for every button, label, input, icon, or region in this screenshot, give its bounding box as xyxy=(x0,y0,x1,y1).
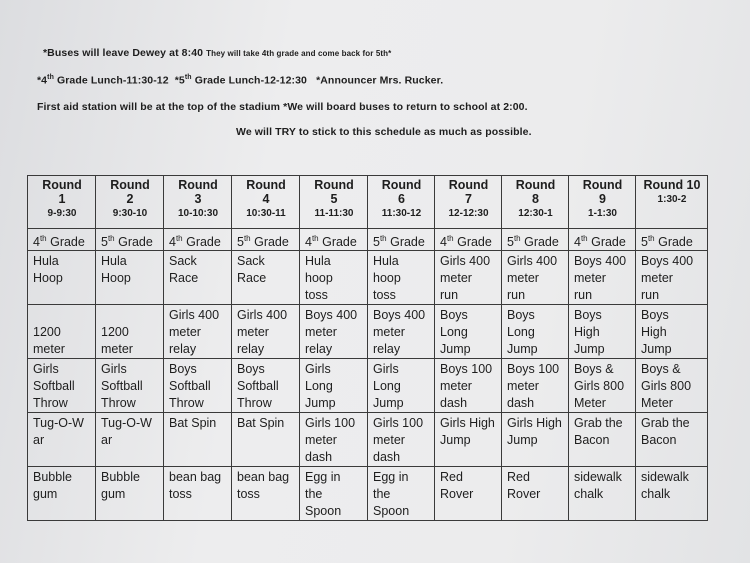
activity-line: Hula xyxy=(373,254,399,269)
activity-cell xyxy=(502,359,569,413)
activity-line: Boys xyxy=(169,362,197,377)
activity-line: dash xyxy=(305,450,333,465)
activity-cell xyxy=(502,251,569,305)
grade-number: 5 xyxy=(373,235,380,250)
activity-row xyxy=(28,251,708,305)
activity-line: 1200 xyxy=(101,325,129,340)
activity-line: Race xyxy=(237,271,267,286)
activity-cell xyxy=(300,305,368,359)
activity-line: ar xyxy=(101,433,113,448)
activity-line: Throw xyxy=(169,396,204,411)
activity-line xyxy=(101,307,159,324)
grade-cell xyxy=(164,229,232,251)
activity-cell xyxy=(232,305,300,359)
activity-cell xyxy=(435,467,502,521)
activity-line: sidewalk xyxy=(641,470,689,485)
activity-cell xyxy=(300,359,368,413)
first-aid-note: First aid station will be at the top of the stadium *We will board buses to return to school at 2:00. xyxy=(37,101,528,113)
activity-line: Spoon xyxy=(305,504,342,519)
grade-cell xyxy=(232,229,300,251)
activity-line: Girls xyxy=(33,362,59,377)
activity-line: Softball xyxy=(33,379,75,394)
activity-cell xyxy=(368,251,435,305)
round-label: 8 xyxy=(532,192,539,206)
grade-cell xyxy=(502,229,569,251)
activity-line: meter xyxy=(305,433,337,448)
round-header-cell xyxy=(368,176,435,229)
activity-line: chalk xyxy=(574,487,604,502)
schedule-table xyxy=(27,175,708,521)
grade-ordinal: th xyxy=(107,234,115,243)
activity-cell xyxy=(569,359,636,413)
activity-cell xyxy=(368,359,435,413)
activity-line: Boys xyxy=(641,308,669,323)
activity-line: Throw xyxy=(237,396,272,411)
activity-line: Softball xyxy=(237,379,279,394)
activity-cell xyxy=(96,305,164,359)
activity-line: toss xyxy=(373,288,396,303)
grade-cell xyxy=(300,229,368,251)
activity-line: Boys xyxy=(440,308,468,323)
activity-cell xyxy=(502,413,569,467)
activity-row xyxy=(28,305,708,359)
round-time: 9-9:30 xyxy=(47,208,77,219)
activity-cell xyxy=(636,359,708,413)
round-time: 12:30-1 xyxy=(518,208,553,219)
activity-cell xyxy=(232,467,300,521)
activity-line: meter xyxy=(440,271,472,286)
activity-line: High xyxy=(641,325,667,340)
activity-line: Long xyxy=(440,325,468,340)
activity-cell xyxy=(569,467,636,521)
activity-line: Jump xyxy=(574,342,605,357)
activity-cell xyxy=(28,413,96,467)
activity-line: Girls xyxy=(305,362,331,377)
round-label: 7 xyxy=(465,192,472,206)
activity-cell xyxy=(232,413,300,467)
grade-cell xyxy=(636,229,708,251)
activity-line: relay xyxy=(373,342,401,357)
activity-line: Boys xyxy=(574,308,602,323)
grade-ordinal: th xyxy=(446,234,454,243)
activity-line: Boys xyxy=(507,308,535,323)
activity-cell xyxy=(96,413,164,467)
activity-cell xyxy=(164,467,232,521)
round-header-cell xyxy=(435,176,502,229)
grade-word: Grade xyxy=(318,235,357,250)
round-label: Round xyxy=(246,178,286,192)
round-label: Round xyxy=(178,178,218,192)
activity-line: Boys 400 xyxy=(574,254,627,269)
activity-cell xyxy=(164,305,232,359)
activity-line: Boys 400 xyxy=(305,308,358,323)
activity-line: Tug-O-W xyxy=(33,416,84,431)
activity-line: Jump xyxy=(440,342,471,357)
activity-line: meter xyxy=(373,433,405,448)
round-time: 10:30-11 xyxy=(246,208,286,219)
activity-line: sidewalk xyxy=(574,470,622,485)
grade-cell xyxy=(569,229,636,251)
activity-line: toss xyxy=(305,288,328,303)
grade-number: 5 xyxy=(101,235,108,250)
activity-cell xyxy=(28,305,96,359)
activity-cell xyxy=(636,251,708,305)
activity-line: Grab the xyxy=(574,416,623,431)
round-header-cell xyxy=(96,176,164,229)
activity-cell xyxy=(636,305,708,359)
activity-line: Boys & xyxy=(574,362,614,377)
activity-line: Girls 400 xyxy=(237,308,288,323)
activity-line: Bacon xyxy=(574,433,610,448)
activity-line: High xyxy=(574,325,600,340)
grade-number: 4 xyxy=(440,235,447,250)
activity-cell xyxy=(569,305,636,359)
grade-ordinal: th xyxy=(647,234,655,243)
activity-line: meter xyxy=(101,342,133,357)
activity-line: Spoon xyxy=(373,504,410,519)
grade-number: 5 xyxy=(237,235,244,250)
round-time: 9:30-10 xyxy=(112,208,148,219)
round-time: 11:30-12 xyxy=(381,208,422,219)
activity-line: toss xyxy=(237,487,260,502)
round-label: Round 10 xyxy=(643,178,701,192)
activity-line: Meter xyxy=(641,396,673,411)
activity-line: relay xyxy=(237,342,265,357)
activity-line: toss xyxy=(169,487,192,502)
round-label: Round xyxy=(515,178,556,192)
activity-line: Hula xyxy=(33,254,59,269)
activity-line: Jump xyxy=(440,433,471,448)
activity-line: Girls 400 xyxy=(507,254,558,269)
activity-line: meter xyxy=(641,271,673,286)
activity-cell xyxy=(300,467,368,521)
activity-line: dash xyxy=(373,450,401,465)
activity-line: Girls 400 xyxy=(169,308,220,323)
activity-line: Jump xyxy=(507,433,538,448)
activity-cell xyxy=(435,251,502,305)
activity-line: Hula xyxy=(101,254,127,269)
activity-line: meter xyxy=(373,325,405,340)
activity-line: Rover xyxy=(507,487,541,502)
activity-cell xyxy=(502,467,569,521)
activity-line: Hoop xyxy=(101,271,131,286)
activity-line: the xyxy=(373,487,391,502)
activity-line: meter xyxy=(507,271,539,286)
activity-line: run xyxy=(574,288,593,303)
round-label: 9 xyxy=(599,192,606,206)
round-time: 1-1:30 xyxy=(588,208,617,219)
activity-cell xyxy=(28,467,96,521)
activity-line: Boys 400 xyxy=(641,254,694,269)
round-label: Round xyxy=(582,178,623,192)
activity-line: Meter xyxy=(574,396,606,411)
grade-number: 4 xyxy=(33,235,40,250)
activity-line: Egg in xyxy=(305,470,341,485)
activity-line: Boys xyxy=(237,362,265,377)
activity-cell xyxy=(28,251,96,305)
grade-word: Grade xyxy=(250,235,289,250)
grade-number: 4 xyxy=(574,235,581,250)
activity-line: Girls 100 xyxy=(373,416,424,431)
activity-cell xyxy=(368,467,435,521)
grades-row xyxy=(28,229,708,251)
activity-line: run xyxy=(641,288,660,303)
grade-ordinal: th xyxy=(513,234,521,243)
round-header-cell xyxy=(300,176,368,229)
buses-note: *Buses will leave Dewey at 8:40 They will take 4th grade and come back for 5th* xyxy=(43,47,392,59)
round-header-cell xyxy=(502,176,569,229)
activity-cell xyxy=(368,305,435,359)
activity-line: run xyxy=(507,288,526,303)
activity-cell xyxy=(569,413,636,467)
activity-line: run xyxy=(440,288,459,303)
activity-line: Girls xyxy=(101,362,127,377)
activity-line: meter xyxy=(237,325,269,340)
grade-ordinal: th xyxy=(39,234,47,243)
round-label: 2 xyxy=(126,192,134,206)
activity-line: Bat Spin xyxy=(169,416,217,431)
lunch-announcer-note: *4th Grade Lunch-11:30-12 *5th Grade Lunch-12-12:30 *Announcer Mrs. Rucker. xyxy=(37,74,444,87)
activity-cell xyxy=(368,413,435,467)
activity-line xyxy=(33,307,91,324)
round-label: Round xyxy=(448,178,489,192)
round-label: Round xyxy=(110,178,150,192)
grade-ordinal: th xyxy=(175,234,183,243)
activity-row xyxy=(28,467,708,521)
grade-ordinal: th xyxy=(243,234,251,243)
activity-line: Girls High xyxy=(507,416,562,431)
activity-line: dash xyxy=(507,396,535,411)
activity-cell xyxy=(232,251,300,305)
grade-number: 5 xyxy=(507,235,514,250)
activity-cell xyxy=(300,413,368,467)
activity-line: Throw xyxy=(33,396,68,411)
activity-line: Bacon xyxy=(641,433,677,448)
rounds-header-row xyxy=(28,176,708,229)
activity-cell xyxy=(435,413,502,467)
grade-word: Grade xyxy=(114,235,153,250)
activity-line: Egg in xyxy=(373,470,409,485)
grade-number: 4 xyxy=(305,235,312,250)
activity-line: meter xyxy=(440,379,472,394)
activity-line: Sack xyxy=(169,254,197,269)
activity-line: hoop xyxy=(373,271,401,286)
activity-cell xyxy=(96,467,164,521)
activity-line: Girls xyxy=(373,362,399,377)
activity-line: Girls 400 xyxy=(440,254,491,269)
activity-line: Jump xyxy=(641,342,672,357)
activity-row xyxy=(28,413,708,467)
activity-line: Bubble xyxy=(101,470,140,485)
activity-line: Red xyxy=(507,470,530,485)
activity-line: Girls High xyxy=(440,416,495,431)
activity-line: Red xyxy=(440,470,463,485)
activity-cell xyxy=(636,467,708,521)
activity-cell xyxy=(96,251,164,305)
grade-word: Grade xyxy=(453,235,492,250)
activity-line: Hoop xyxy=(33,271,63,286)
round-time: 1:30-2 xyxy=(657,194,687,205)
round-time: 12-12:30 xyxy=(448,208,489,219)
activity-line: Throw xyxy=(101,396,136,411)
activity-cell xyxy=(502,305,569,359)
grade-word: Grade xyxy=(654,235,693,250)
activity-cell xyxy=(435,359,502,413)
activity-line: Grab the xyxy=(641,416,690,431)
activity-line: hoop xyxy=(305,271,333,286)
activity-line: Bubble xyxy=(33,470,72,485)
activity-cell xyxy=(300,251,368,305)
grade-ordinal: th xyxy=(580,234,588,243)
activity-row xyxy=(28,359,708,413)
activity-line: the xyxy=(305,487,323,502)
activity-line: dash xyxy=(440,396,468,411)
activity-cell xyxy=(28,359,96,413)
round-header-cell xyxy=(569,176,636,229)
round-label: 3 xyxy=(194,192,202,206)
activity-cell xyxy=(164,359,232,413)
grade-cell xyxy=(28,229,96,251)
round-time: 10-10:30 xyxy=(177,208,219,219)
activity-line: Boys 100 xyxy=(507,362,560,377)
grade-word: Grade xyxy=(587,235,626,250)
activity-line: Girls 800 xyxy=(574,379,625,394)
activity-cell xyxy=(232,359,300,413)
grade-word: Grade xyxy=(520,235,559,250)
round-label: 6 xyxy=(398,192,405,206)
activity-line: Girls 100 xyxy=(305,416,356,431)
activity-line: chalk xyxy=(641,487,671,502)
activity-line: Jump xyxy=(507,342,538,357)
grade-cell xyxy=(435,229,502,251)
round-label: Round xyxy=(314,178,354,192)
activity-line: ar xyxy=(33,433,45,448)
round-time: 11-11:30 xyxy=(314,208,354,219)
activity-line: Boys 100 xyxy=(440,362,493,377)
round-label: 4 xyxy=(262,192,270,206)
activity-line: Long xyxy=(305,379,333,394)
activity-line: Boys 400 xyxy=(373,308,426,323)
grade-word: Grade xyxy=(386,235,425,250)
grade-ordinal: th xyxy=(311,234,319,243)
grade-word: Grade xyxy=(46,235,85,250)
grade-number: 5 xyxy=(641,235,648,250)
round-label: Round xyxy=(42,178,82,192)
activity-line: meter xyxy=(33,342,65,357)
grade-number: 4 xyxy=(169,235,176,250)
activity-line: 1200 xyxy=(33,325,61,340)
grade-cell xyxy=(368,229,435,251)
round-header-cell xyxy=(636,176,708,229)
activity-cell xyxy=(569,251,636,305)
round-label: Round xyxy=(381,178,422,192)
activity-cell xyxy=(164,251,232,305)
activity-line: Softball xyxy=(101,379,143,394)
activity-line: Boys & xyxy=(641,362,681,377)
round-header-cell xyxy=(164,176,232,229)
activity-line: Softball xyxy=(169,379,211,394)
activity-line: bean bag xyxy=(237,470,290,485)
activity-cell xyxy=(164,413,232,467)
activity-line: relay xyxy=(169,342,197,357)
activity-line: meter xyxy=(305,325,337,340)
activity-line: Tug-O-W xyxy=(101,416,152,431)
activity-cell xyxy=(435,305,502,359)
activity-line: Race xyxy=(169,271,199,286)
round-header-cell xyxy=(232,176,300,229)
activity-line: Jump xyxy=(373,396,404,411)
grade-cell xyxy=(96,229,164,251)
activity-cell xyxy=(636,413,708,467)
grade-word: Grade xyxy=(182,235,221,250)
activity-line: Girls 800 xyxy=(641,379,692,394)
activity-line: Bat Spin xyxy=(237,416,285,431)
activity-line: Long xyxy=(373,379,401,394)
activity-line: meter xyxy=(169,325,201,340)
schedule-disclaimer: We will TRY to stick to this schedule as much as possible. xyxy=(236,126,532,138)
round-label: 1 xyxy=(58,192,66,206)
activity-line: gum xyxy=(33,487,58,502)
activity-line: Rover xyxy=(440,487,474,502)
activity-line: Hula xyxy=(305,254,331,269)
activity-line: Long xyxy=(507,325,535,340)
activity-line: meter xyxy=(574,271,606,286)
activity-line: relay xyxy=(305,342,333,357)
activity-line: Jump xyxy=(305,396,336,411)
activity-line: bean bag xyxy=(169,470,222,485)
grade-ordinal: th xyxy=(379,234,387,243)
activity-line: gum xyxy=(101,487,126,502)
activity-line: Sack xyxy=(237,254,265,269)
round-header-cell xyxy=(28,176,96,229)
round-label: 5 xyxy=(330,192,338,206)
activity-line: meter xyxy=(507,379,539,394)
activity-cell xyxy=(96,359,164,413)
